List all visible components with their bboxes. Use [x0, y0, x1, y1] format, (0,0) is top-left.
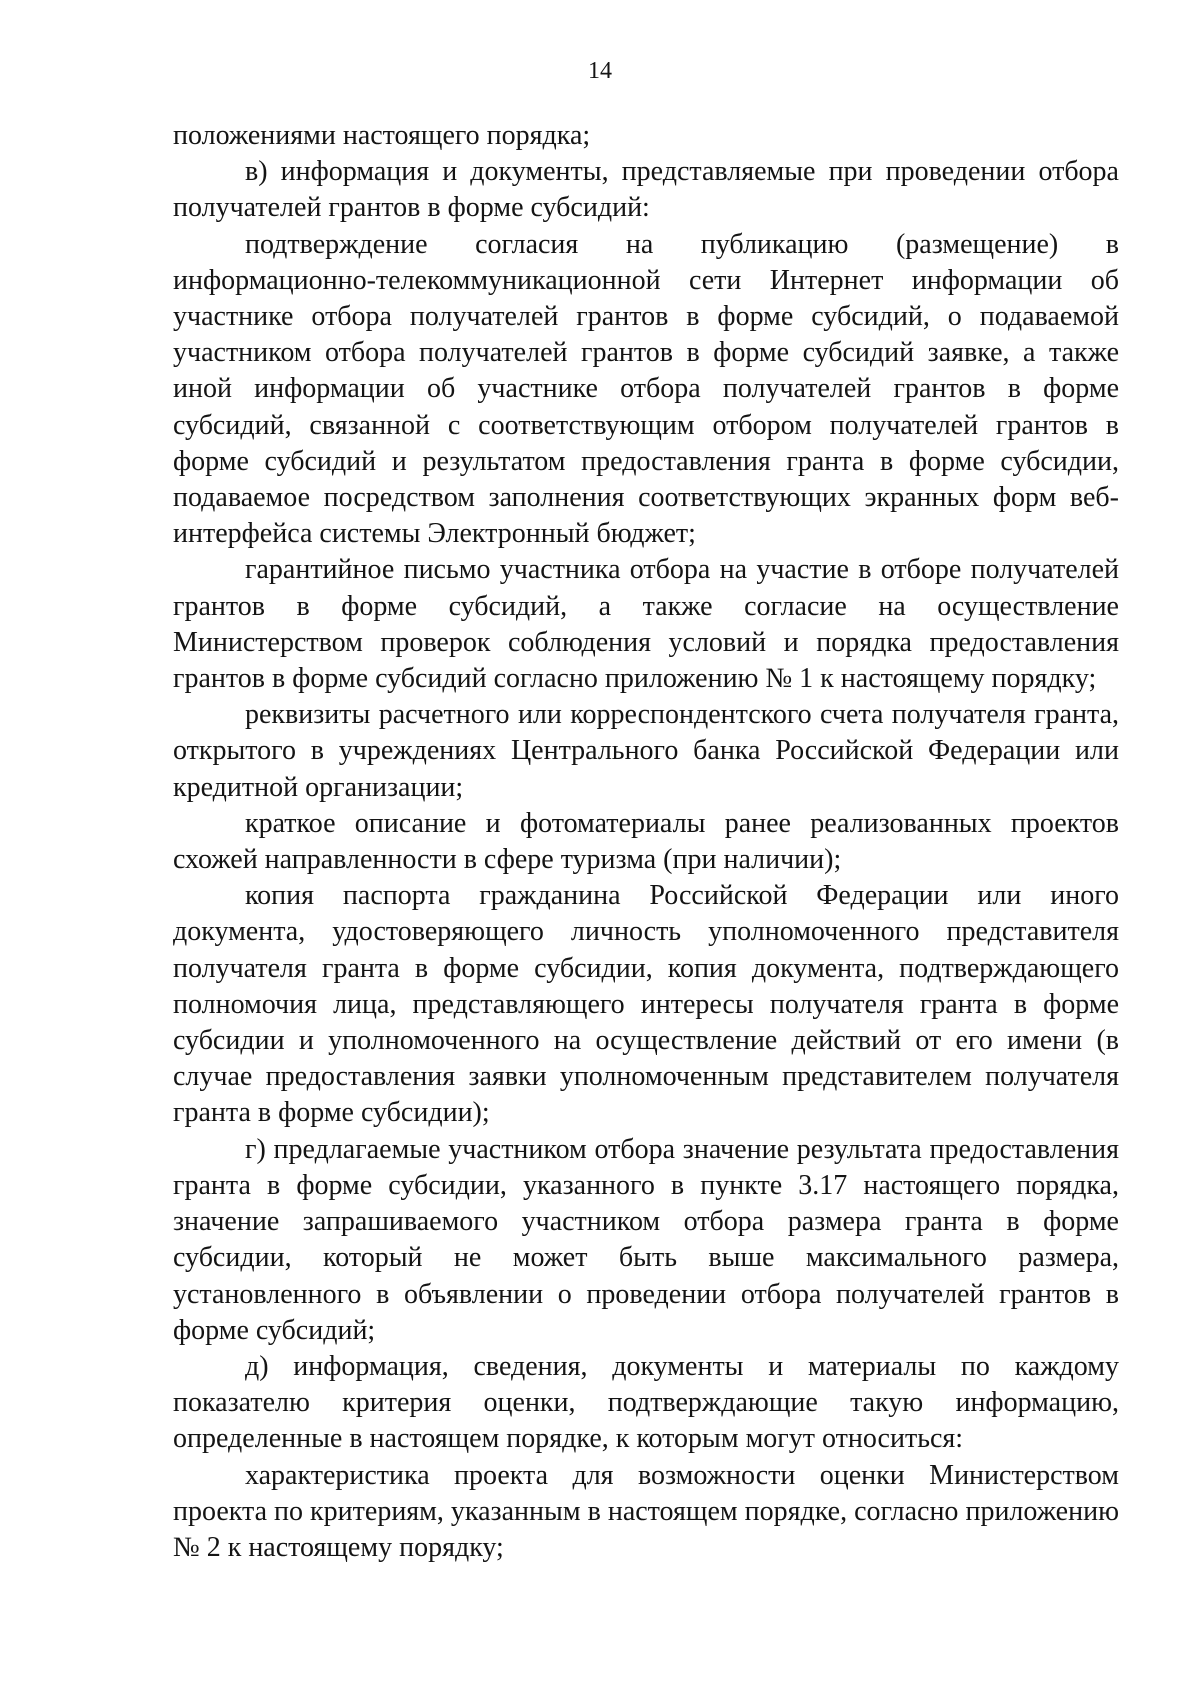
paragraph: в) информация и документы, представляемые при проведении отбора получателей грантов в форме субсидий:: [173, 156, 1119, 224]
page-number: 14: [588, 58, 612, 84]
paragraph: копия паспорта гражданина Российской Федерации или иного документа, удостоверяющего личность уполномоченного представителя получателя гранта в форме субсидии, копия документа, подтверждающего полномочия лица, представляющего интересы получателя гранта в форме субсидии и уполномоченного на осуществление действий от его имени (в случае предоставления заявки уполномоченным представителем получателя гранта в форме субсидии);: [173, 880, 1119, 1129]
paragraph: положениями настоящего порядка;: [173, 120, 591, 151]
paragraph: реквизиты расчетного или корреспондентского счета получателя гранта, открытого в учреждениях Центрального банка Российской Федерации или кредитной организации;: [173, 699, 1119, 803]
paragraph: краткое описание и фотоматериалы ранее реализованных проектов схожей направленности в сфере туризма (при наличии);: [173, 807, 1119, 876]
document-body: [173, 118, 1119, 1566]
paragraph: д) информация, сведения, документы и материалы по каждому показателю критерия оценки, подтверждающие такую информацию, определенные в настоящем порядке, к которым могут относиться:: [173, 1350, 1119, 1455]
paragraph: подтверждение согласия на публикацию (размещение) в информационно-телекоммуникационной сети Интернет информации об участнике отбора получателей грантов в форме субсидий, о подаваемой участником отбора получателей грантов в форме субсидий заявке, а также иной информации об участнике отбора получателей грантов в форме субсидий, связанной с соответствующим отбором получателей грантов в форме субсидий и результатом предоставления гранта в форме субсидии, подаваемое посредством заполнения соответствующих экранных форм веб-интерфейса системы Электронный бюджет;: [173, 228, 1119, 550]
paragraph: г) предлагаемые участником отбора значение результата предоставления гранта в форме субсидии, указанного в пункте 3.17 настоящего порядка, значение запрашиваемого участником отбора размера гранта в форме субсидии, который не может быть выше максимального размера, установленного в объявлении о проведении отбора получателей грантов в форме субсидий;: [173, 1133, 1119, 1346]
paragraph: гарантийное письмо участника отбора на участие в отборе получателей грантов в форме субсидий, а также согласие на осуществление Министерством проверок соблюдения условий и порядка предоставления грантов в форме субсидий согласно приложению № 1 к настоящему порядку;: [173, 554, 1119, 695]
paragraph: характеристика проекта для возможности оценки Министерством проекта по критериям, указанным в настоящем порядке, согласно приложению № 2 к настоящему порядку;: [173, 1459, 1119, 1563]
